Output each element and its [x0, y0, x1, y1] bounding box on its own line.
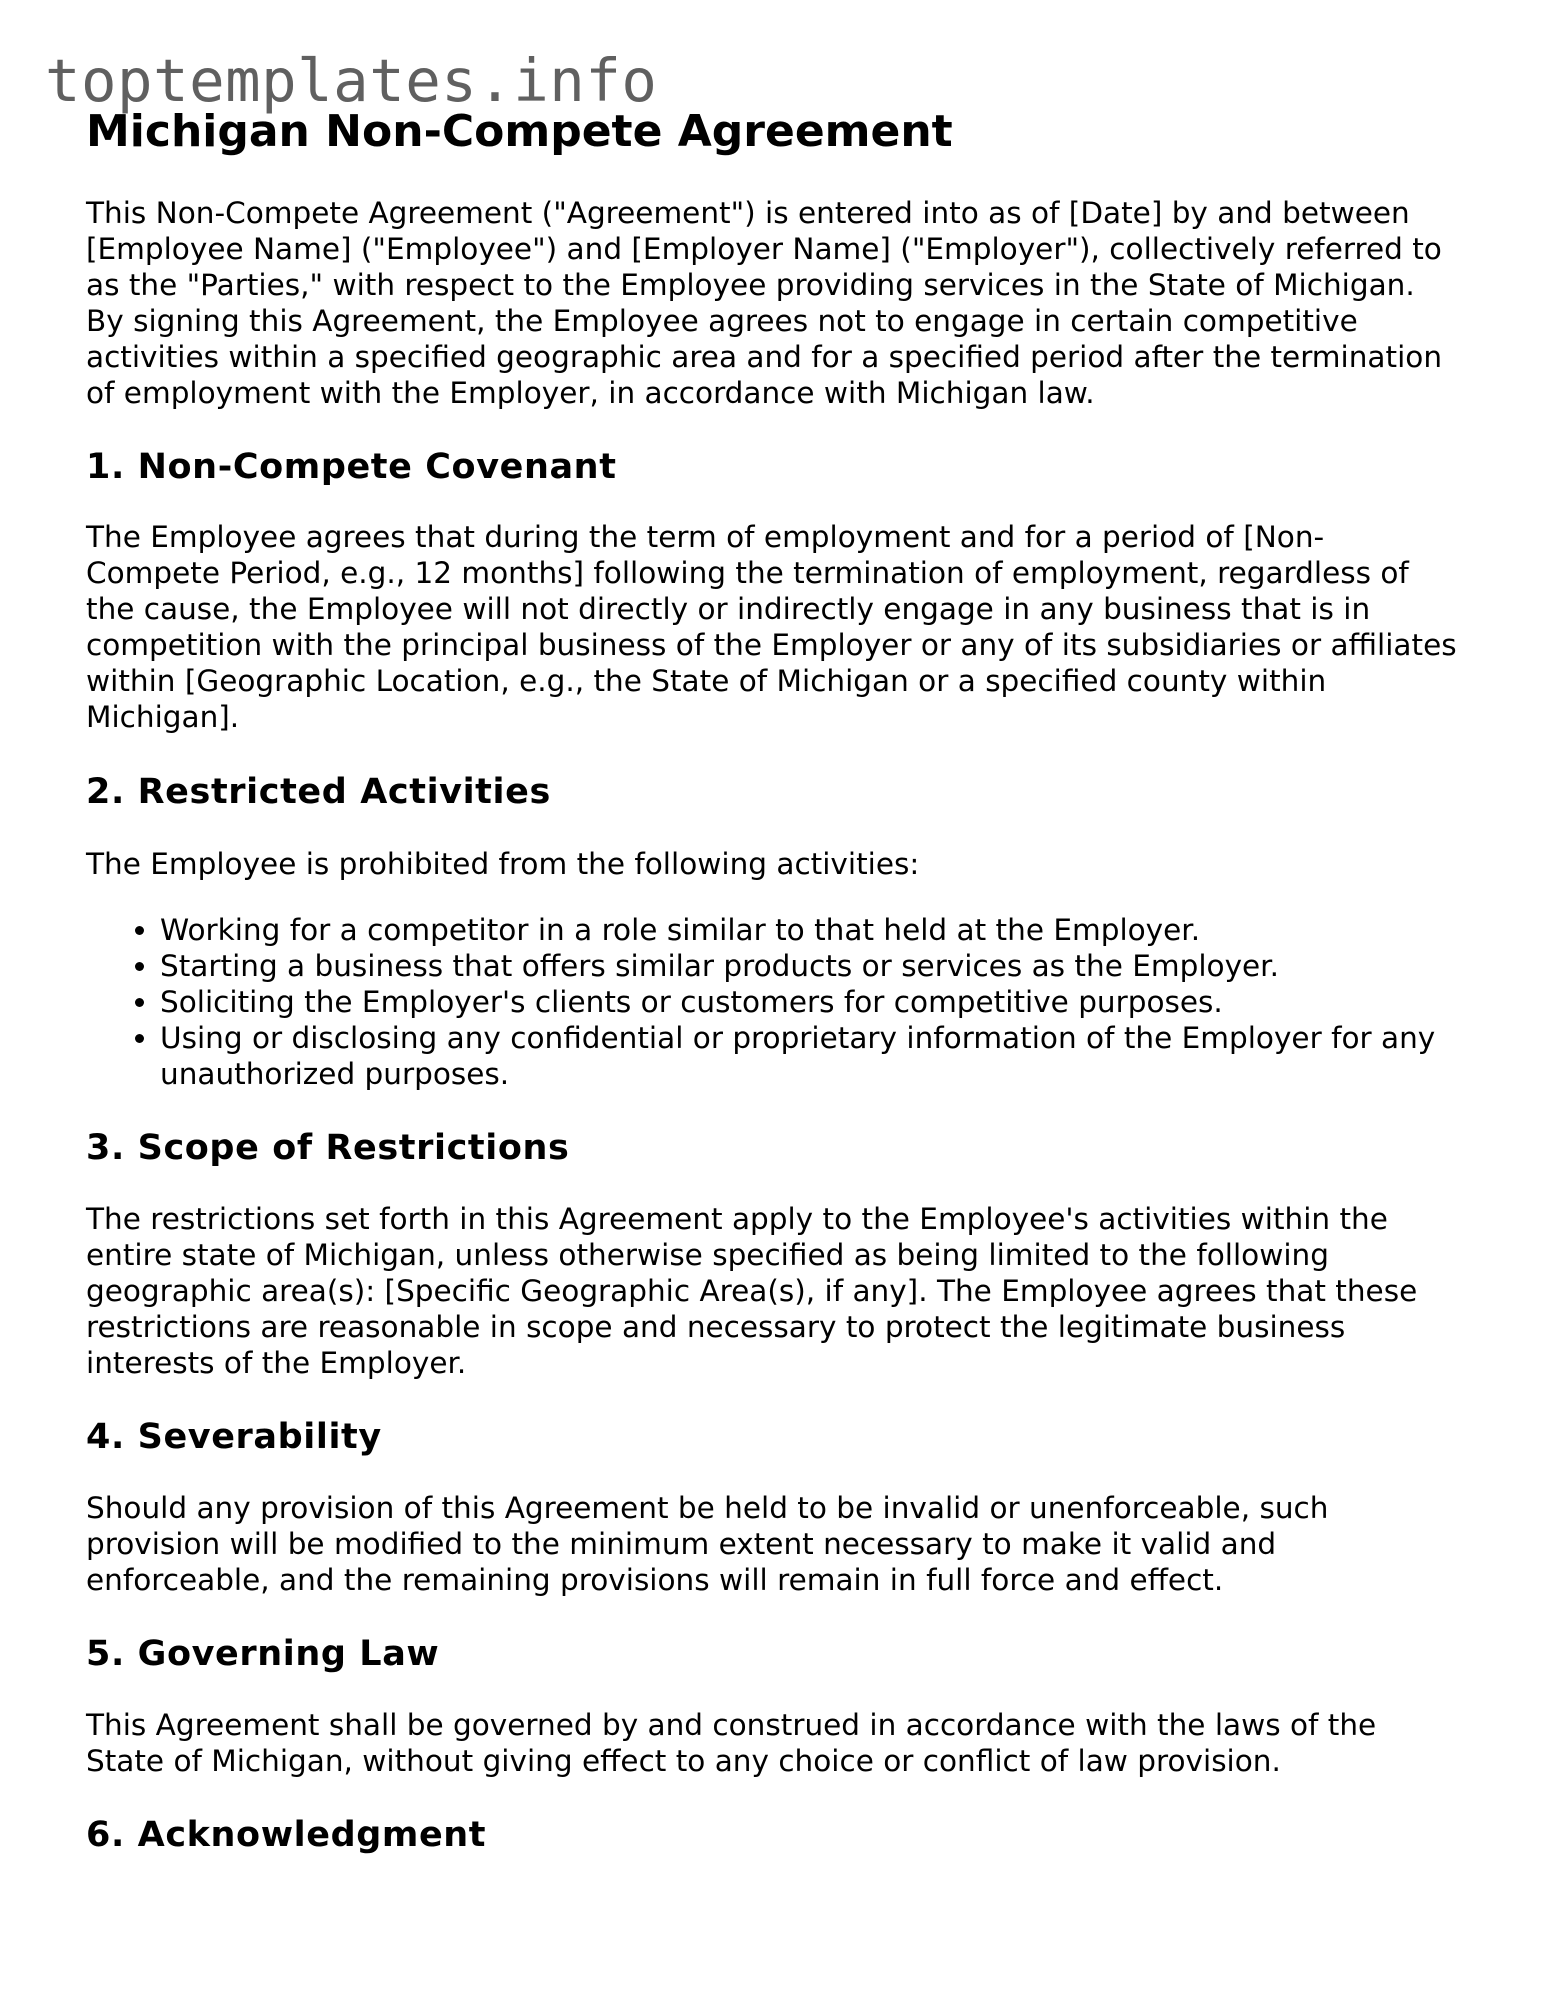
- section-heading-acknowledgment: 6. Acknowledgment: [86, 1815, 487, 1855]
- section-heading-non-compete-covenant: 1. Non-Compete Covenant: [86, 447, 617, 487]
- document-title: Michigan Non-Compete Agreement: [86, 106, 953, 157]
- list-item: • Starting a business that offers similar products or services as the Employer.: [160, 948, 1458, 984]
- section-heading-restricted-activities: 2. Restricted Activities: [86, 772, 551, 812]
- section-text-non-compete-covenant: The Employee agrees that during the term of employment and for a period of [Non-Compete Period, e.g., 12 months] following the termination of employment, regardless of the cause, the Employee will not directly or indirectly engage in any business that is in competition with the principal business of the Employer or any of its subsidiaries or affiliates within [Geographic Location, e.g., the State of Michigan or a specified county within Michigan].: [86, 520, 1457, 734]
- section-text-severability: Should any provision of this Agreement be held to be invalid or unenforceable, such provision will be modified to the minimum extent necessary to make it valid and enforceable, and the remaining provisions will remain in full force and effect.: [86, 1491, 1329, 1597]
- section-heading-governing-law: 5. Governing Law: [86, 1634, 440, 1674]
- section-text-scope-of-restrictions: The restrictions set forth in this Agreement apply to the Employee's activities within the entire state of Michigan, unless otherwise specified as being limited to the following geographic area(s): [Specific Geographic Area(s), if any]. The Employee agrees that these restrictions are reasonable in scope and necessary to protect the legitimate business interests of the Employer.: [86, 1202, 1418, 1380]
- list-item: • Working for a competitor in a role similar to that held at the Employer.: [160, 912, 1458, 948]
- restricted-activities-list: [86, 912, 1458, 1092]
- list-item: • Using or disclosing any confidential or proprietary information of the Employer for any unauthorized purposes.: [160, 1020, 1458, 1092]
- section-text-governing-law: This Agreement shall be governed by and construed in accordance with the laws of the State of Michigan, without giving effect to any choice or conflict of law provision.: [86, 1708, 1377, 1778]
- section-heading-severability: 4. Severability: [86, 1417, 382, 1457]
- section-heading-scope-of-restrictions: 3. Scope of Restrictions: [86, 1128, 570, 1168]
- section-text-restricted-activities: The Employee is prohibited from the following activities:: [86, 847, 920, 881]
- list-item: • Soliciting the Employer's clients or customers for competitive purposes.: [160, 984, 1458, 1020]
- intro-paragraph: This Non-Compete Agreement ("Agreement") is entered into as of [Date] by and between [Employee Name] ("Employee") and [Employer Name] ("Employer"), collectively referred to as the "Parties," with respect to the Employee providing services in the State of Michigan. By signing this Agreement, the Employee agrees not to engage in certain competitive activities within a specified geographic area and for a specified period after the termination of employment with the Employer, in accordance with Michigan law.: [86, 196, 1443, 410]
- watermark-text: toptemplates.info: [45, 46, 658, 115]
- document-body: [86, 100, 1458, 1855]
